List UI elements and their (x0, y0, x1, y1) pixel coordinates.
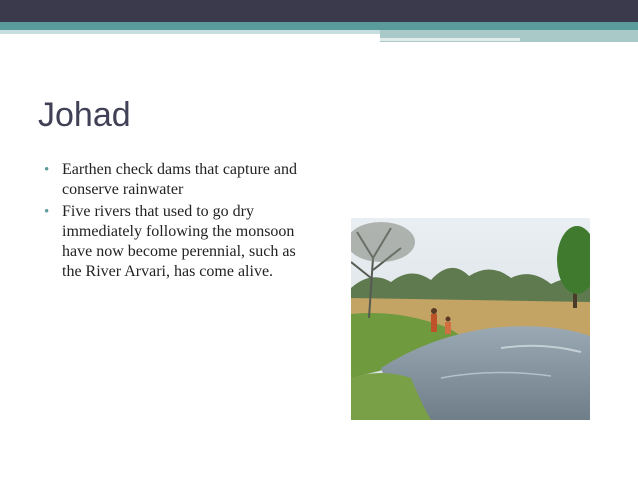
johad-pond-photo (351, 218, 590, 420)
header-accent-stripe (0, 22, 638, 30)
bullet-icon: • (44, 162, 50, 178)
person (431, 314, 437, 332)
bullet-item (42, 202, 307, 282)
person (445, 322, 451, 334)
bullet-text: Five rivers that used to go dry immediately following the monsoon have now become perennial, such as the River Arvari, has come alive. (62, 203, 296, 280)
header-band (0, 0, 638, 22)
header-accent-line (0, 30, 380, 34)
slide-title: Johad (38, 96, 131, 134)
bullet-text: Earthen check dams that capture and conserve rainwater (62, 161, 297, 198)
header-accent-highlight (380, 38, 520, 41)
bullet-list (42, 160, 307, 284)
bullet-icon: • (44, 204, 50, 220)
bullet-item (42, 160, 307, 200)
